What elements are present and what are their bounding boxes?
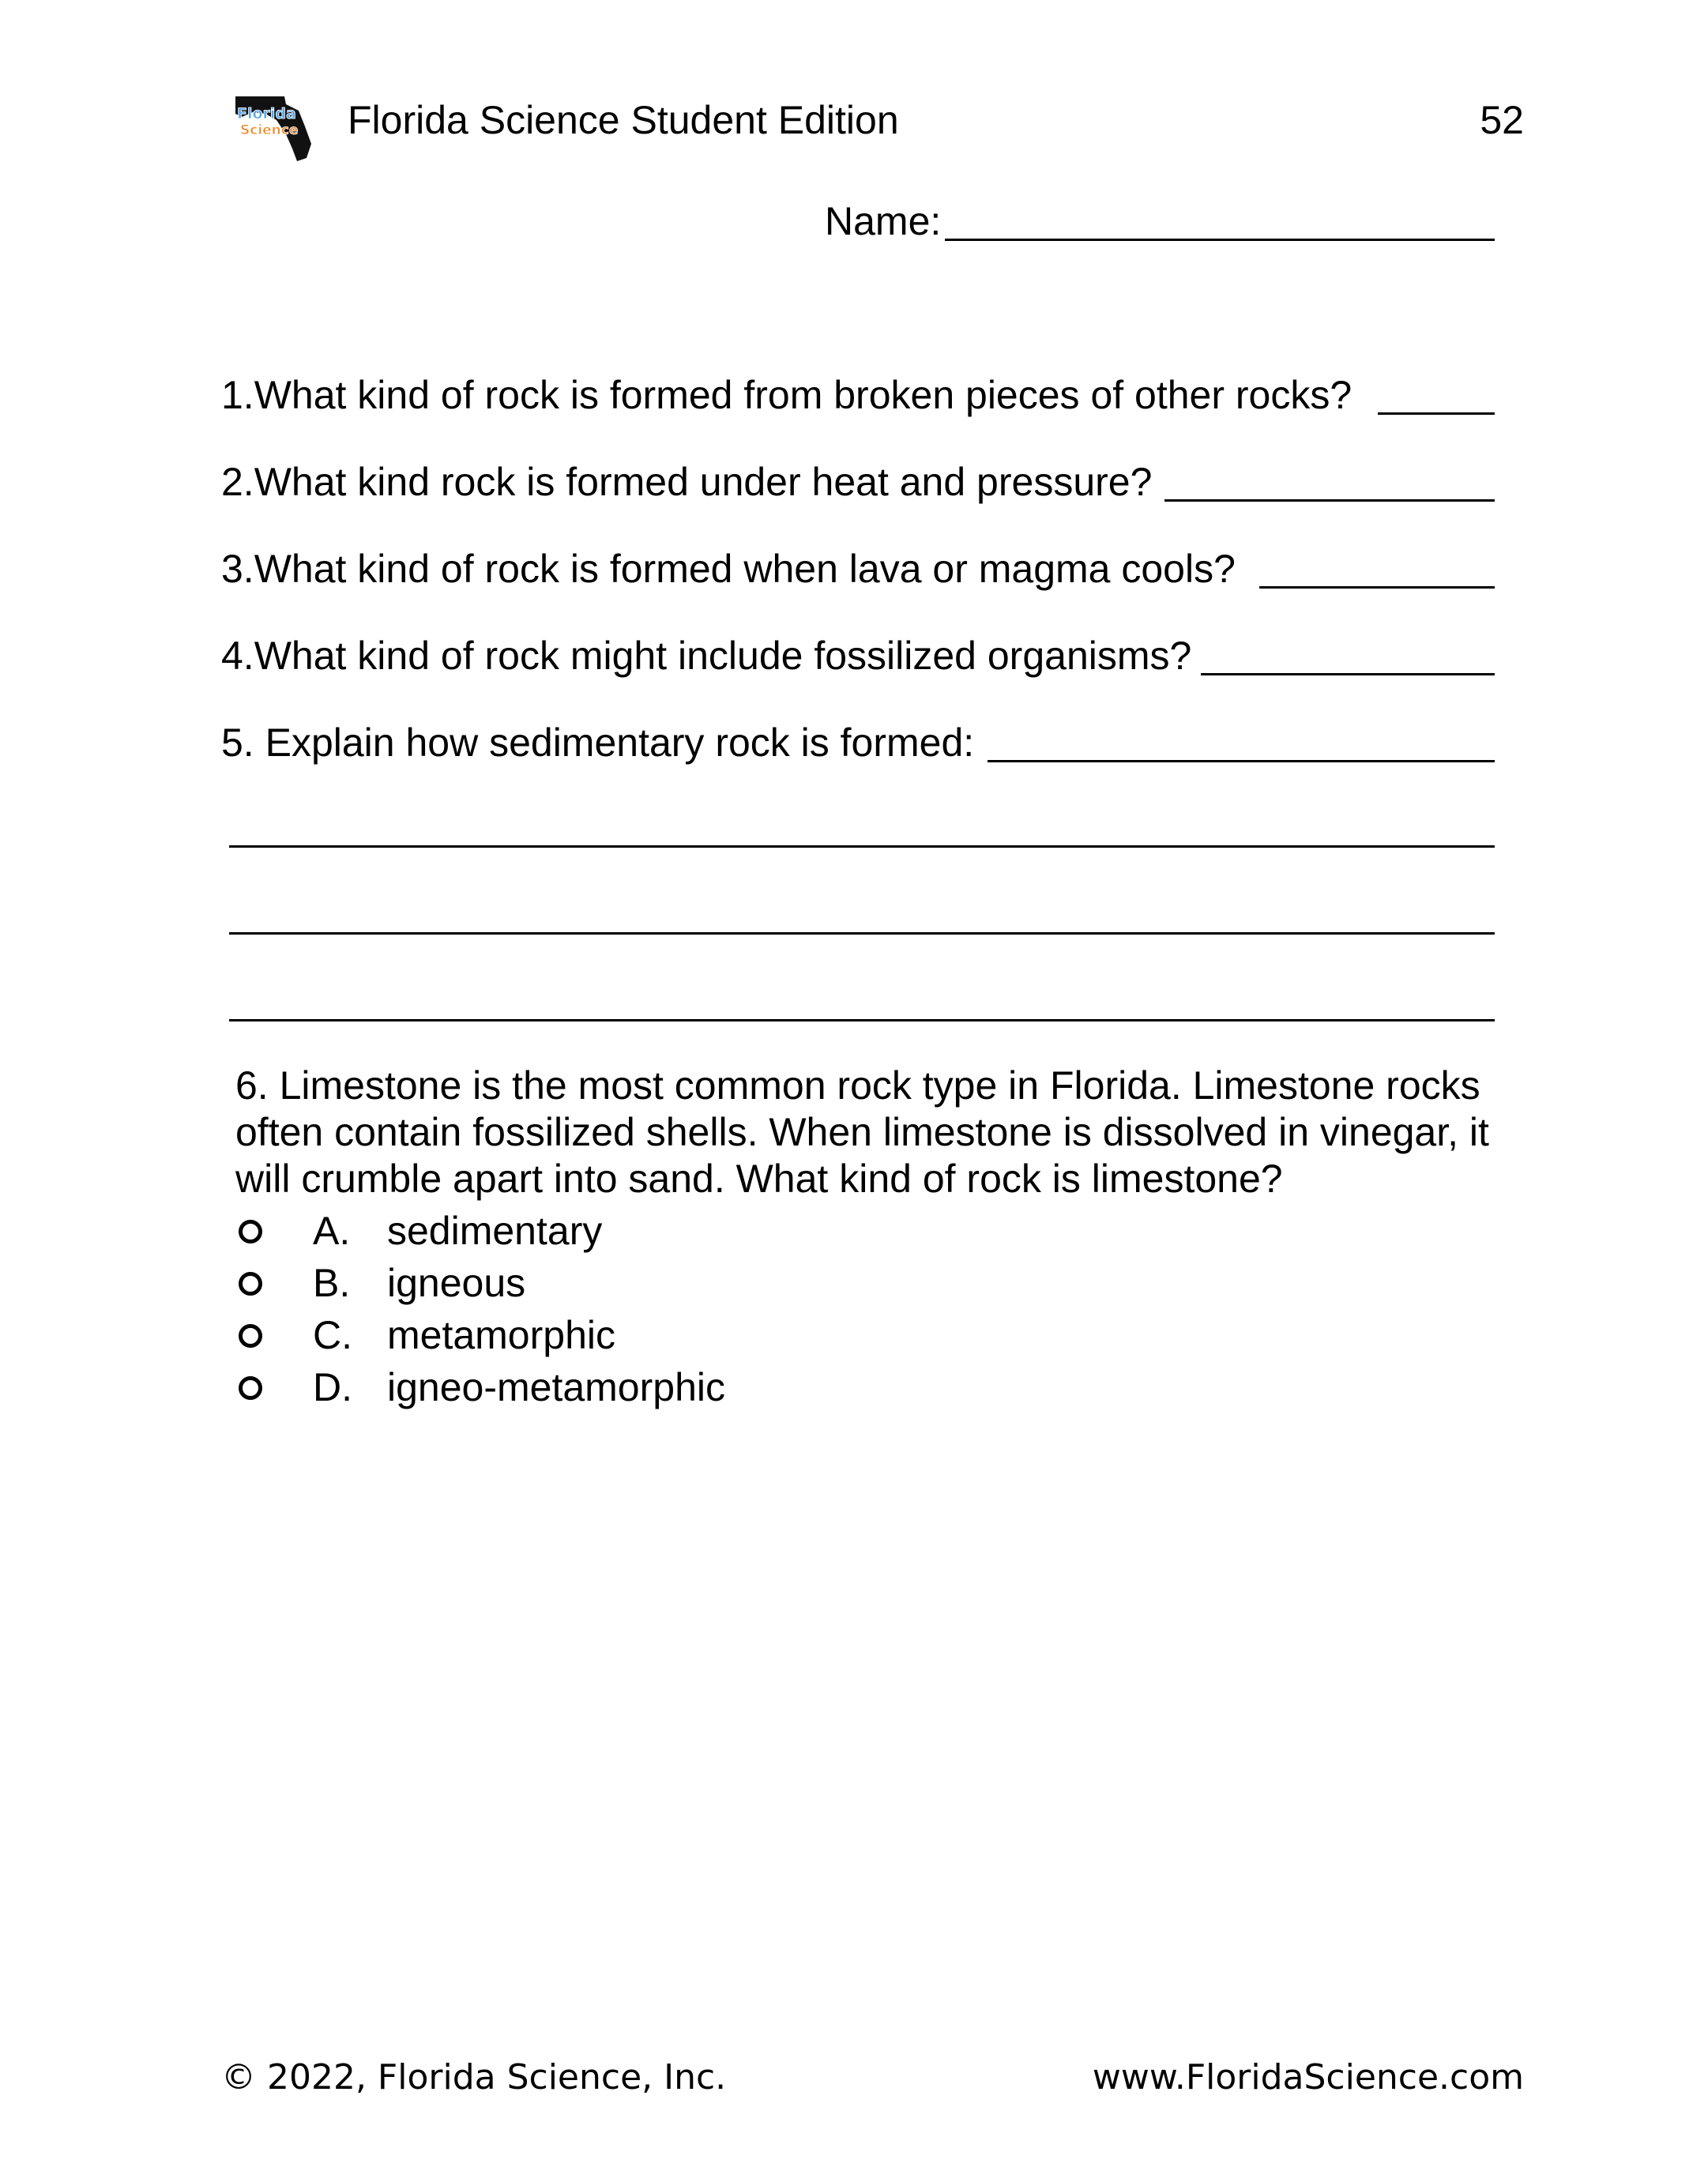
radio-bubble-icon[interactable] xyxy=(239,1376,262,1400)
answer-line-5[interactable] xyxy=(988,760,1495,762)
answer-line-2[interactable] xyxy=(1164,499,1495,502)
logo-text-science: Science xyxy=(240,122,299,138)
answer-line-5-extra[interactable] xyxy=(229,845,1495,848)
florida-science-logo xyxy=(229,85,318,164)
question-1: 1.What kind of rock is formed from broken pieces of other rocks? xyxy=(221,373,1352,417)
radio-bubble-icon[interactable] xyxy=(239,1272,262,1296)
radio-bubble-icon[interactable] xyxy=(239,1324,262,1348)
option-a[interactable] xyxy=(235,1206,946,1256)
name-answer-line[interactable] xyxy=(945,239,1495,241)
footer-copyright: © 2022, Florida Science, Inc. xyxy=(221,2057,727,2097)
question-3: 3.What kind of rock is formed when lava or magma cools? xyxy=(221,547,1236,591)
option-letter: C. xyxy=(313,1313,352,1357)
option-letter: B. xyxy=(313,1261,351,1305)
option-letter: A. xyxy=(313,1209,351,1253)
question-5: 5. Explain how sedimentary rock is formed: xyxy=(221,720,975,765)
option-d[interactable] xyxy=(235,1362,946,1413)
question-6-line: will crumble apart into sand. What kind of rock is limestone? xyxy=(235,1157,1283,1201)
name-label: Name: xyxy=(825,199,942,243)
logo-text-florida: Florida xyxy=(237,105,296,122)
question-2: 2.What kind rock is formed under heat and pressure? xyxy=(221,460,1153,504)
footer-website: www.FloridaScience.com xyxy=(1092,2057,1524,2097)
question-6-line: often contain fossilized shells. When limestone is dissolved in vinegar, it xyxy=(235,1110,1489,1154)
question-6-line: 6. Limestone is the most common rock type in Florida. Limestone rocks xyxy=(235,1063,1480,1108)
option-b[interactable] xyxy=(235,1258,946,1308)
question-4: 4.What kind of rock might include fossilized organisms? xyxy=(221,634,1192,678)
header-title: Florida Science Student Edition xyxy=(348,98,899,142)
page-number: 52 xyxy=(1480,98,1524,142)
option-letter: D. xyxy=(313,1365,352,1409)
answer-line-5-extra[interactable] xyxy=(229,1019,1495,1021)
option-text: igneo-metamorphic xyxy=(387,1365,725,1409)
answer-line-5-extra[interactable] xyxy=(229,932,1495,935)
answer-line-4[interactable] xyxy=(1201,673,1495,675)
option-text: igneous xyxy=(387,1261,526,1305)
question-6 xyxy=(235,1063,1507,1202)
radio-bubble-icon[interactable] xyxy=(239,1220,262,1243)
option-text: metamorphic xyxy=(387,1313,615,1357)
answer-line-3[interactable] xyxy=(1259,586,1495,589)
option-c[interactable] xyxy=(235,1310,946,1360)
option-text: sedimentary xyxy=(387,1209,603,1253)
answer-line-1[interactable] xyxy=(1378,412,1495,415)
